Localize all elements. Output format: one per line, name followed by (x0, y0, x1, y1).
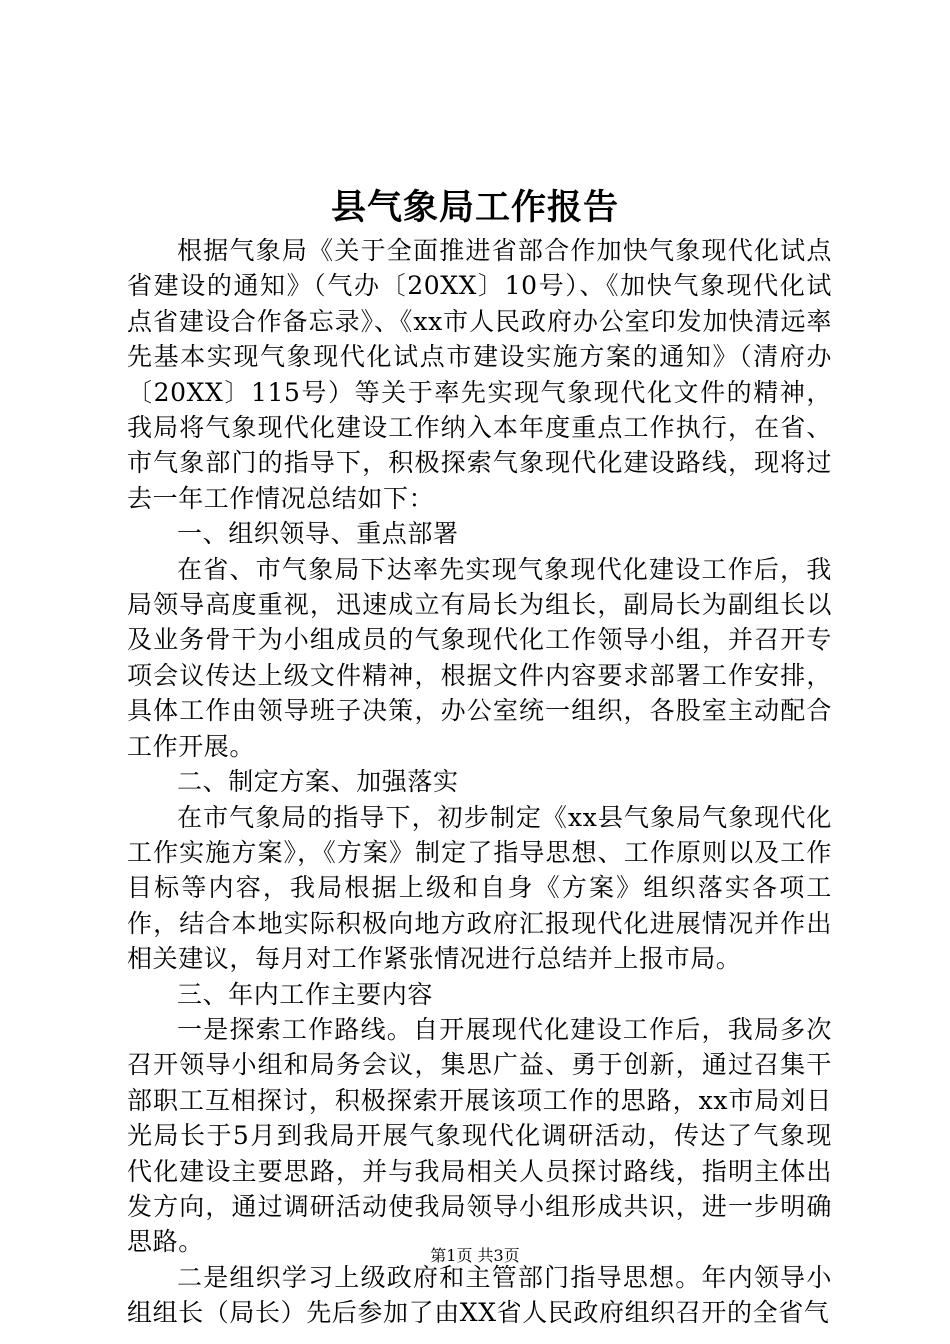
page-number-footer: 第1页 共3页 (430, 1246, 520, 1265)
intro-paragraph: 根据气象局《关于全面推进省部合作加快气象现代化试点省建设的通知》（气办〔20XX〕10号）、《加快气象现代化试点省建设合作备忘录》、《xx市人民政府办公室印发加快清远率先基本实现气象现代化试点市建设实施方案的通知》（清府办〔20XX〕115号）等关于率先实现气象现代化文件的精神，我局将气象现代化建设工作纳入本年度重点工作执行，在省、市气象部门的指导下，积极探索气象现代化建设路线，现将过去一年工作情况总结如下： (127, 236, 832, 513)
section-heading-1: 一、组织领导、重点部署 (177, 519, 459, 549)
section-2-paragraph: 在市气象局的指导下，初步制定《xx县气象局气象现代化工作实施方案》，《方案》制定了指导思想、工作原则以及工作目标等内容，我局根据上级和自身《方案》组织落实各项工作，结合本地实际积极向地方政府汇报现代化进展情况并作出相关建议，每月对工作紧张情况进行总结并上报市局。 (127, 802, 832, 974)
document-title: 县气象局工作报告 (330, 187, 619, 228)
section-heading-2: 二、制定方案、加强落实 (177, 767, 459, 797)
document-body (127, 233, 832, 1331)
section-heading-3: 三、年内工作主要内容 (177, 979, 434, 1009)
section-3-paragraph-1: 一是探索工作路线。自开展现代化建设工作后，我局多次召开领导小组和局务会议，集思广益、勇于创新，通过召集干部职工互相探讨，积极探索开展该项工作的思路，xx市局刘日光局长于5月到我局开展气象现代化调研活动，传达了气象现代化建设主要思路，并与我局相关人员探讨路线，指明主体出发方向，通过调研活动使我局领导小组形成共识，进一步明确思路。 (127, 1014, 832, 1257)
section-3-paragraph-2: 二是组织学习上级政府和主管部门指导思想。年内领导小组组长（局长）先后参加了由XX省人民政府组织召开的全省气 (127, 1262, 832, 1328)
section-1-paragraph: 在省、市气象局下达率先实现气象现代化建设工作后，我局领导高度重视，迅速成立有局长为组长，副局长为副组长以及业务骨干为小组成员的气象现代化工作领导小组，并召开专项会议传达上级文件精神，根据文件内容要求部署工作安排，具体工作由领导班子决策，办公室统一组织，各股室主动配合工作开展。 (127, 554, 832, 761)
